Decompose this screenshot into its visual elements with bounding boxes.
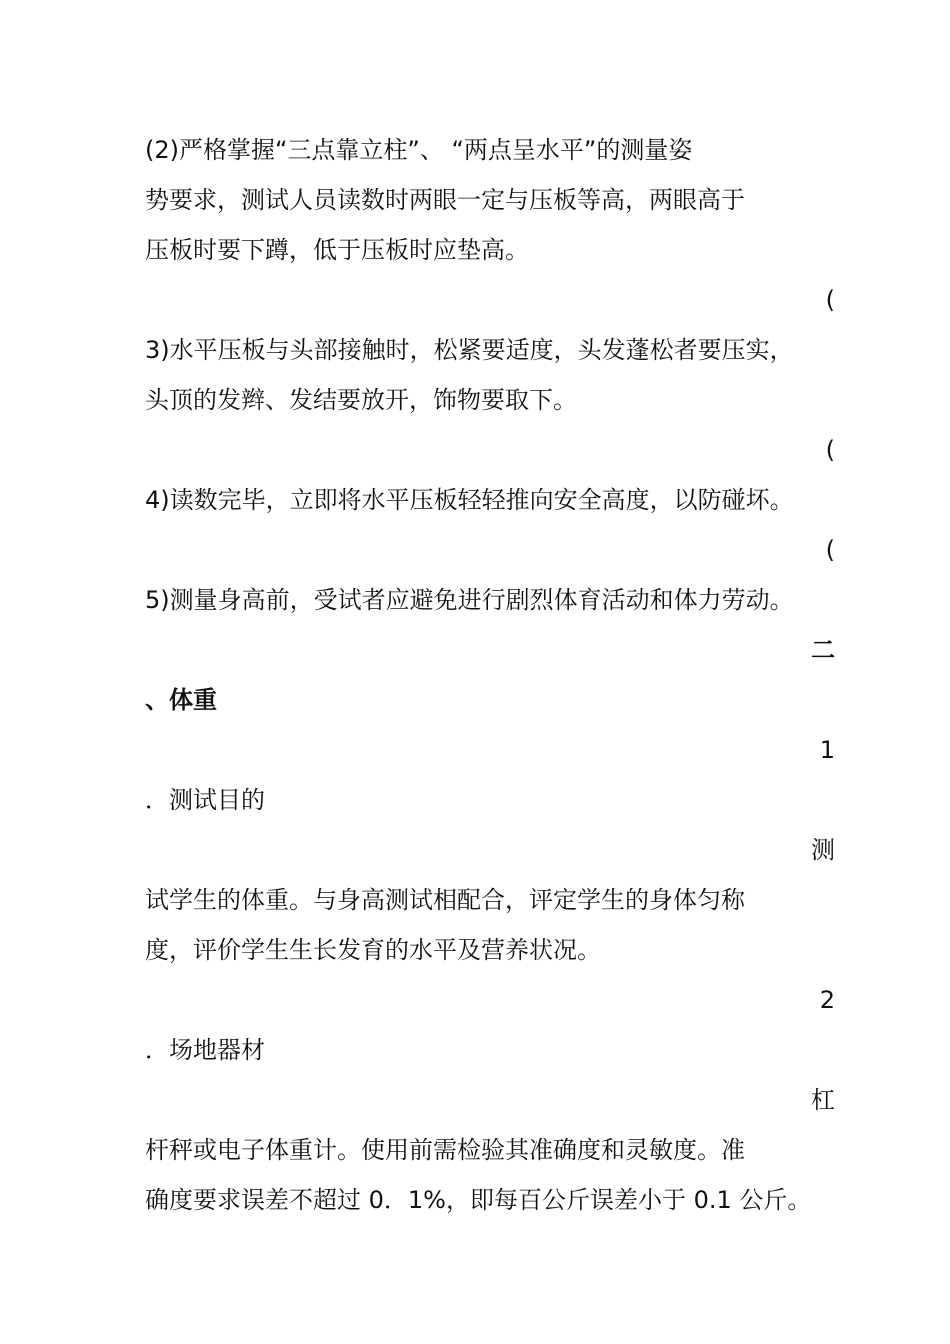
paragraph-line: 势要求，测试人员读数时两眼一定与压板等高，两眼高于 xyxy=(145,186,745,214)
paragraph-line: 测 xyxy=(811,836,835,864)
paragraph-line: 杠 xyxy=(811,1086,835,1114)
paragraph-line: 试学生的体重。与身高测试相配合，评定学生的身体匀称 xyxy=(145,886,745,914)
subsection-heading: ．测试目的 xyxy=(145,786,265,814)
paragraph-line: 压板时要下蹲，低于压板时应垫高。 xyxy=(145,236,529,264)
paragraph-line: 5)测量身高前，受试者应避免进行剧烈体育活动和体力劳动。 xyxy=(145,586,794,614)
paragraph-line: 杆秤或电子体重计。使用前需检验其准确度和灵敏度。准 xyxy=(145,1136,745,1164)
list-marker: ( xyxy=(825,536,835,564)
paragraph-line: (2)严格掌握“三点靠立柱”、 “两点呈水平”的测量姿 xyxy=(145,136,693,164)
subsection-heading: ．场地器材 xyxy=(145,1036,265,1064)
section-number: 二 xyxy=(811,636,835,664)
paragraph-line: 4)读数完毕，立即将水平压板轻轻推向安全高度，以防碰坏。 xyxy=(145,486,794,514)
paragraph-line: 度，评价学生生长发育的水平及营养状况。 xyxy=(145,936,601,964)
paragraph-line: 确度要求误差不超过 0．1%，即每百公斤误差小于 0.1 公斤。 xyxy=(145,1186,812,1214)
paragraph-line: 3)水平压板与头部接触时，松紧要适度，头发蓬松者要压实， xyxy=(145,336,794,364)
subsection-number: 2 xyxy=(819,986,835,1014)
section-heading: 、体重 xyxy=(145,686,217,714)
paragraph-line: 头顶的发辫、发结要放开，饰物要取下。 xyxy=(145,386,577,414)
list-marker: ( xyxy=(825,436,835,464)
list-marker: ( xyxy=(825,286,835,314)
subsection-number: 1 xyxy=(819,736,835,764)
